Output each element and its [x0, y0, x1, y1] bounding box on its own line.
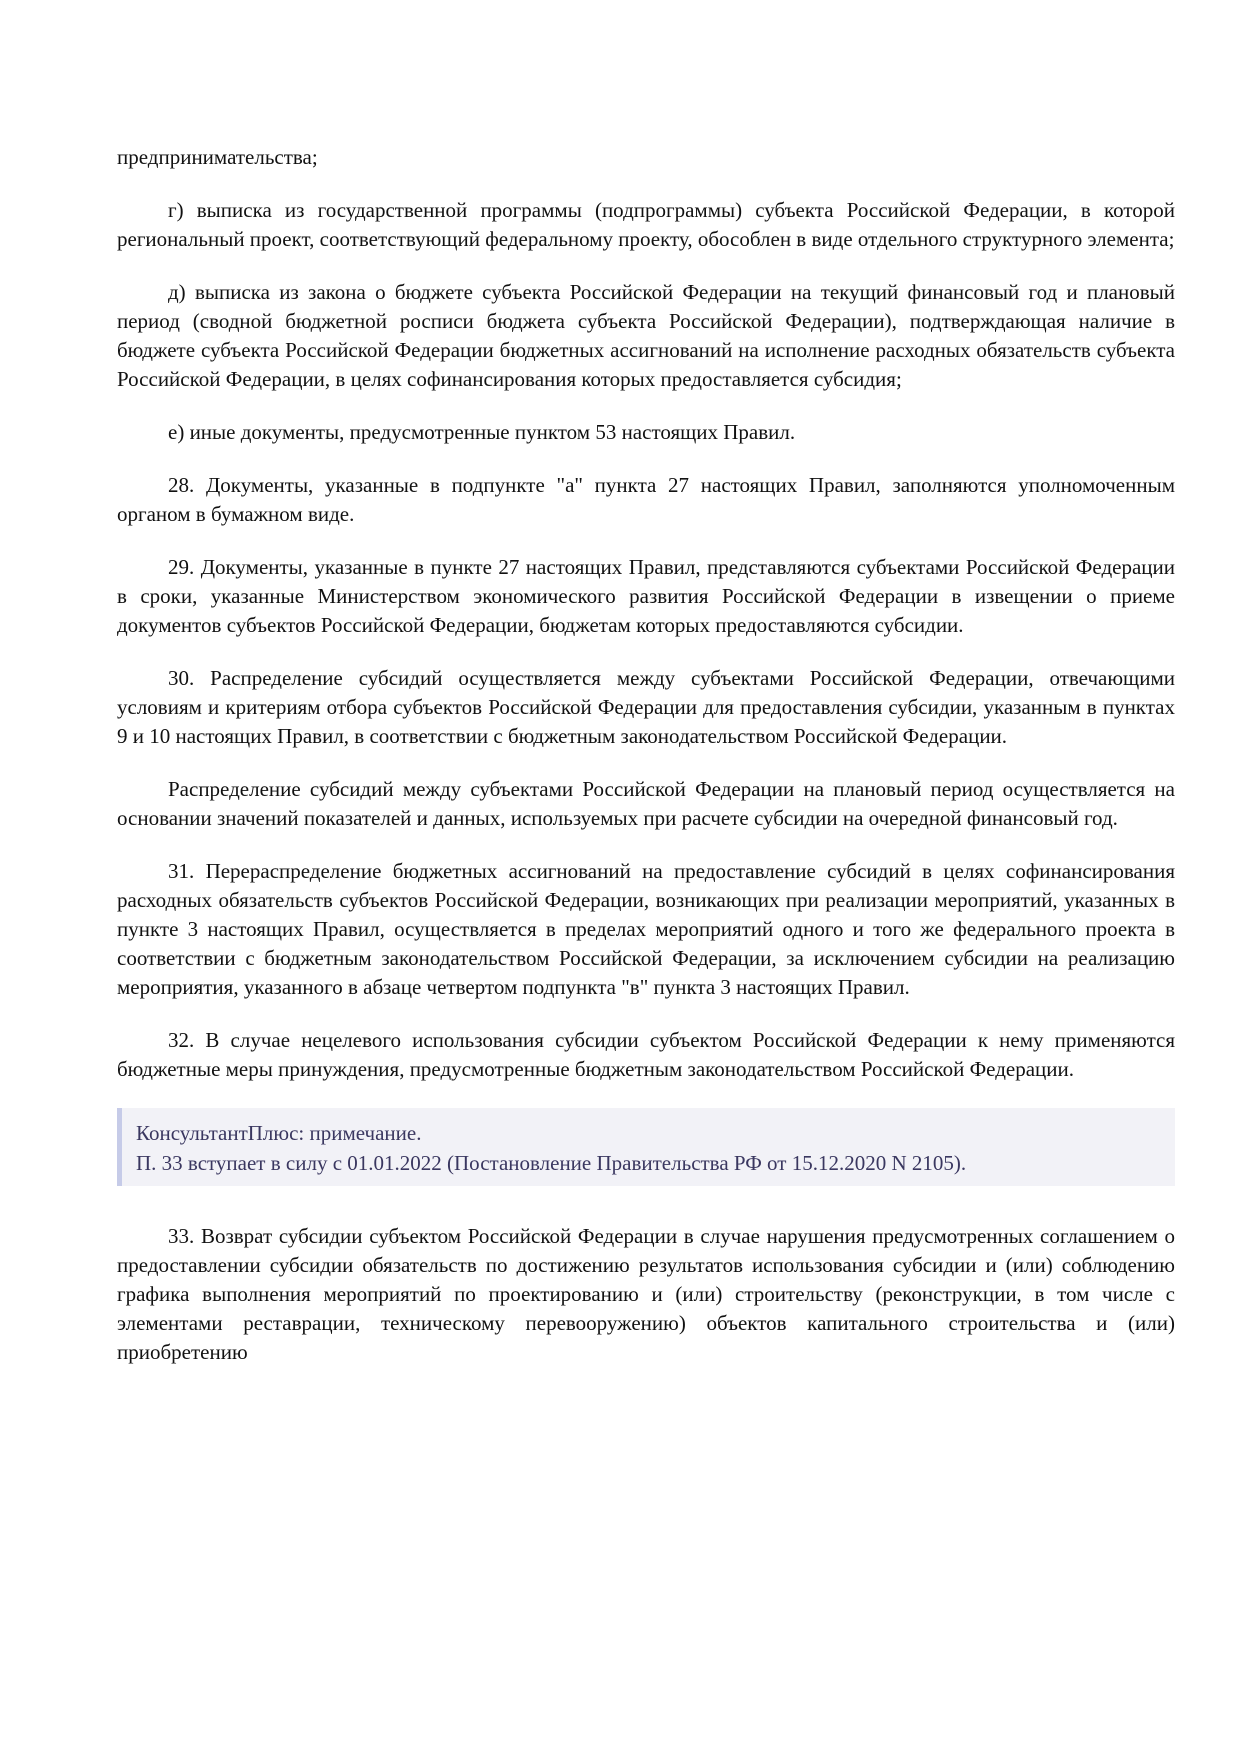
paragraph: 31. Перераспределение бюджетных ассигнований на предоставление субсидий в целях софинансирования расходных обязательств субъектов Российской Федерации, возникающих при реализации мероприятий, указанных в пункте 3 настоящих Правил, осуществляется в пределах мероприятий одного и того же федерального проекта в соответствии с бюджетным законодательством Российской Федерации, за исключением субсидии на реализацию мероприятия, указанного в абзаце четвертом подпункта "в" пункта 3 настоящих Правил.	[117, 859, 1175, 999]
paragraph: предпринимательства;	[117, 145, 318, 169]
paragraphs-bottom	[117, 1222, 1175, 1367]
paragraph: г) выписка из государственной программы (подпрограммы) субъекта Российской Федерации, в которой региональный проект, соответствующий федеральному проекту, обособлен в виде отдельного структурного элемента;	[117, 198, 1175, 251]
paragraph: е) иные документы, предусмотренные пунктом 53 настоящих Правил.	[168, 420, 796, 444]
paragraph: 33. Возврат субсидии субъектом Российской Федерации в случае нарушения предусмотренных соглашением о предоставлении субсидии обязательств по достижению результатов использования субсидии и (или) соблюдению графика выполнения мероприятий по проектированию и (или) строительству (реконструкции, в том числе с элементами реставрации, техническому перевооружению) объектов капитального строительства и (или) приобретению	[117, 1224, 1175, 1364]
note-text: П. 33 вступает в силу с 01.01.2022 (Постановление Правительства РФ от 15.12.2020 N 2105).	[136, 1151, 967, 1175]
paragraph: 32. В случае нецелевого использования субсидии субъектом Российской Федерации к нему применяются бюджетные меры принуждения, предусмотренные бюджетным законодательством Российской Федерации.	[117, 1028, 1175, 1081]
paragraph: 30. Распределение субсидий осуществляется между субъектами Российской Федерации, отвечающими условиям и критериям отбора субъектов Российской Федерации для предоставления субсидии, указанным в пунктах 9 и 10 настоящих Правил, в соответствии с бюджетным законодательством Российской Федерации.	[117, 666, 1175, 748]
paragraphs-top	[117, 143, 1175, 1084]
document-body	[117, 143, 1175, 1391]
paragraph: 29. Документы, указанные в пункте 27 настоящих Правил, представляются субъектами Российской Федерации в сроки, указанные Министерством экономического развития Российской Федерации в извещении о приеме документов субъектов Российской Федерации, бюджетам которых предоставляются субсидии.	[117, 555, 1175, 637]
consultant-note	[117, 1108, 1175, 1186]
paragraph: д) выписка из закона о бюджете субъекта Российской Федерации на текущий финансовый год и плановый период (сводной бюджетной росписи бюджета субъекта Российской Федерации), подтверждающая наличие в бюджете субъекта Российской Федерации бюджетных ассигнований на исполнение расходных обязательств субъекта Российской Федерации, в целях софинансирования которых предоставляется субсидия;	[117, 280, 1175, 391]
note-title: КонсультантПлюс: примечание.	[136, 1121, 422, 1145]
paragraph: 28. Документы, указанные в подпункте "а" пункта 27 настоящих Правил, заполняются уполномоченным органом в бумажном виде.	[117, 473, 1175, 526]
paragraph: Распределение субсидий между субъектами Российской Федерации на плановый период осуществляется на основании значений показателей и данных, используемых при расчете субсидии на очередной финансовый год.	[117, 777, 1175, 830]
